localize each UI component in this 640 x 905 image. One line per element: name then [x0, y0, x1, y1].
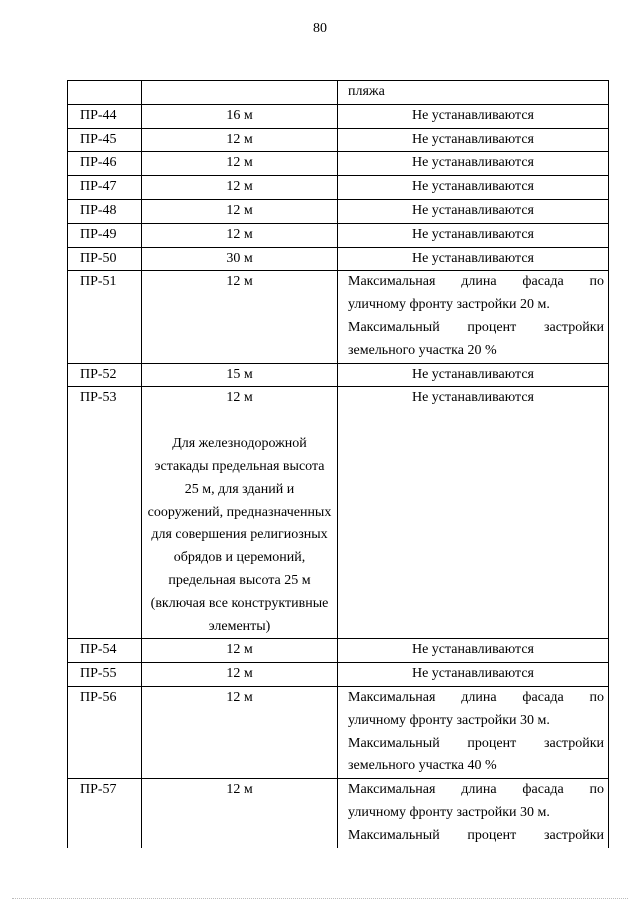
table-row	[68, 686, 609, 778]
cell-empty	[68, 81, 142, 105]
zone-code: ПР-55	[68, 663, 142, 687]
max-height-value: 12 м	[226, 390, 253, 406]
max-height: 12 м	[142, 639, 338, 663]
height-note: Для железнодорожной эстакады предельная высота 25 м, для зданий и сооружений, предназначенных для совершения религиозных обрядов и церемоний, предельная высота 25 м (включая все конструктивные элементы)	[147, 436, 332, 634]
limits-text: Не устанавливаются	[338, 104, 609, 128]
max-height: 12 м	[142, 271, 338, 363]
page-bottom-divider	[12, 898, 628, 899]
table-row	[68, 152, 609, 176]
table-row	[68, 271, 609, 363]
max-height: 12 м	[142, 152, 338, 176]
max-height	[142, 387, 338, 639]
zone-code: ПР-54	[68, 639, 142, 663]
limits-line: уличному фронту застройки 30 м.	[348, 712, 550, 728]
limits-text: Не устанавливаются	[338, 199, 609, 223]
table-row	[68, 199, 609, 223]
limits-text: Не устанавливаются	[338, 152, 609, 176]
zone-code: ПР-49	[68, 223, 142, 247]
max-height: 12 м	[142, 223, 338, 247]
max-height: 12 м	[142, 663, 338, 687]
max-height: 16 м	[142, 104, 338, 128]
limits-line: уличному фронту застройки 30 м.	[348, 804, 550, 820]
cell-empty	[142, 81, 338, 105]
limits-text: Не устанавливаются	[338, 223, 609, 247]
zone-code: ПР-52	[68, 363, 142, 387]
regulations-table	[67, 80, 609, 848]
table-row	[68, 639, 609, 663]
zone-code: ПР-46	[68, 152, 142, 176]
limits-line: Максимальная длина фасада по	[348, 274, 604, 290]
max-height: 12 м	[142, 176, 338, 200]
zone-code: ПР-50	[68, 247, 142, 271]
zone-code: ПР-45	[68, 128, 142, 152]
zone-code: ПР-51	[68, 271, 142, 363]
limits-line: Максимальная длина фасада по	[348, 782, 604, 798]
max-height: 12 м	[142, 199, 338, 223]
table-row	[68, 779, 609, 848]
limits-text: Не устанавливаются	[338, 176, 609, 200]
table-row	[68, 663, 609, 687]
max-height: 12 м	[142, 128, 338, 152]
zone-code: ПР-53	[68, 387, 142, 639]
table-row	[68, 387, 609, 639]
limits-text: Не устанавливаются	[338, 639, 609, 663]
limits-line: Максимальная длина фасада по	[348, 689, 604, 705]
limits-text: Не устанавливаются	[338, 663, 609, 687]
limits-text: Не устанавливаются	[338, 247, 609, 271]
zone-code: ПР-44	[68, 104, 142, 128]
page-number: 80	[313, 21, 327, 36]
limits-text	[338, 686, 609, 778]
zone-code: ПР-57	[68, 779, 142, 848]
max-height: 12 м	[142, 686, 338, 778]
limits-line: Максимальный процент застройки	[348, 827, 604, 843]
max-height: 12 м	[142, 779, 338, 848]
limits-text: Не устанавливаются	[338, 363, 609, 387]
limits-text: Не устанавливаются	[338, 387, 609, 639]
max-height: 30 м	[142, 247, 338, 271]
table-row	[68, 363, 609, 387]
zone-code: ПР-47	[68, 176, 142, 200]
zone-code: ПР-48	[68, 199, 142, 223]
table-row	[68, 247, 609, 271]
zone-code: ПР-56	[68, 686, 142, 778]
table-row	[68, 176, 609, 200]
limits-text: Не устанавливаются	[338, 128, 609, 152]
limits-line: Максимальный процент застройки	[348, 319, 604, 335]
table-row-continuation	[68, 81, 609, 105]
limits-line: уличному фронту застройки 20 м.	[348, 297, 550, 313]
max-height: 15 м	[142, 363, 338, 387]
table-row	[68, 104, 609, 128]
limits-text	[338, 271, 609, 363]
limits-line: земельного участка 40 %	[348, 758, 497, 774]
table-row	[68, 223, 609, 247]
limits-line: земельного участка 20 %	[348, 342, 497, 358]
limits-line: Максимальный процент застройки	[348, 735, 604, 751]
cell-continuation: пляжа	[338, 81, 609, 105]
limits-text	[338, 779, 609, 848]
table-row	[68, 128, 609, 152]
